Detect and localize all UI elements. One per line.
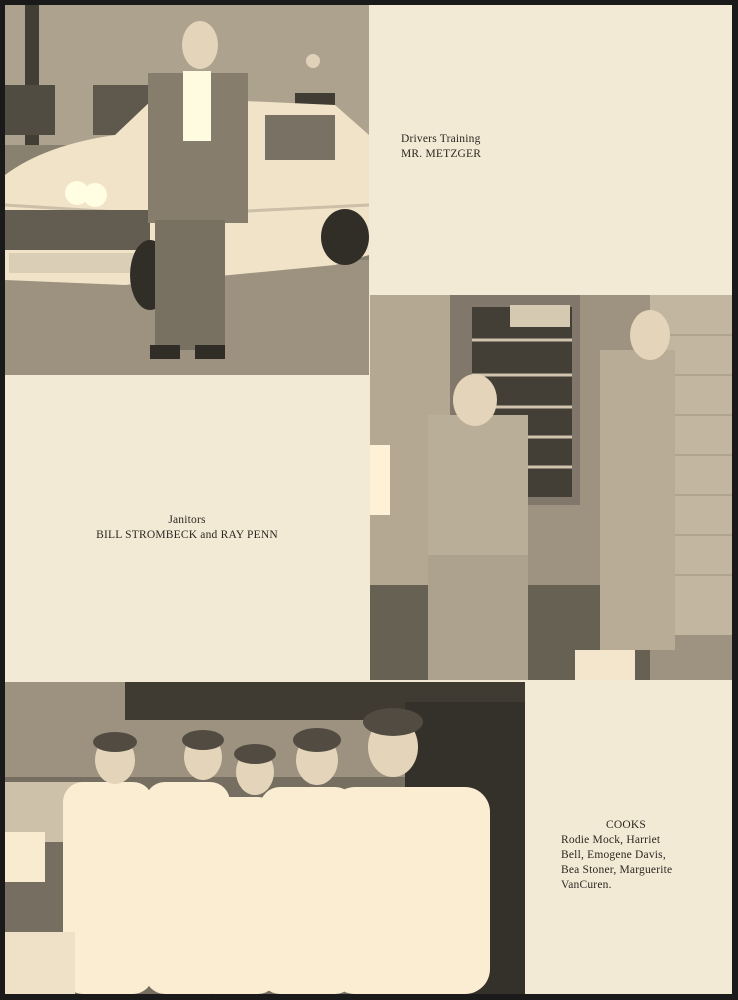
janitors-title: Janitors [168, 514, 206, 526]
cooks-photo [5, 682, 525, 994]
drivers-training-photo [5, 5, 369, 375]
janitors-photo [370, 295, 732, 680]
yearbook-page [5, 5, 732, 994]
drivers-training-photo-image [5, 5, 369, 375]
drivers-training-caption [401, 132, 481, 162]
cooks-names-line: VanCuren. [561, 879, 612, 891]
janitors-photo-image [370, 295, 732, 680]
janitors-caption [5, 513, 369, 543]
cooks-names-line: Rodie Mock, Harriet [561, 834, 661, 846]
drivers-training-names: MR. METZGER [401, 148, 482, 160]
cooks-names-line: Bea Stoner, Marguerite [561, 864, 673, 876]
cooks-names-line: Bell, Emogene Davis, [561, 849, 666, 861]
cooks-photo-image [5, 682, 525, 994]
janitors-names: BILL STROMBECK and RAY PENN [96, 529, 278, 541]
cooks-caption [561, 818, 672, 893]
drivers-training-title: Drivers Training [401, 133, 481, 145]
cooks-title: COOKS [606, 819, 646, 831]
